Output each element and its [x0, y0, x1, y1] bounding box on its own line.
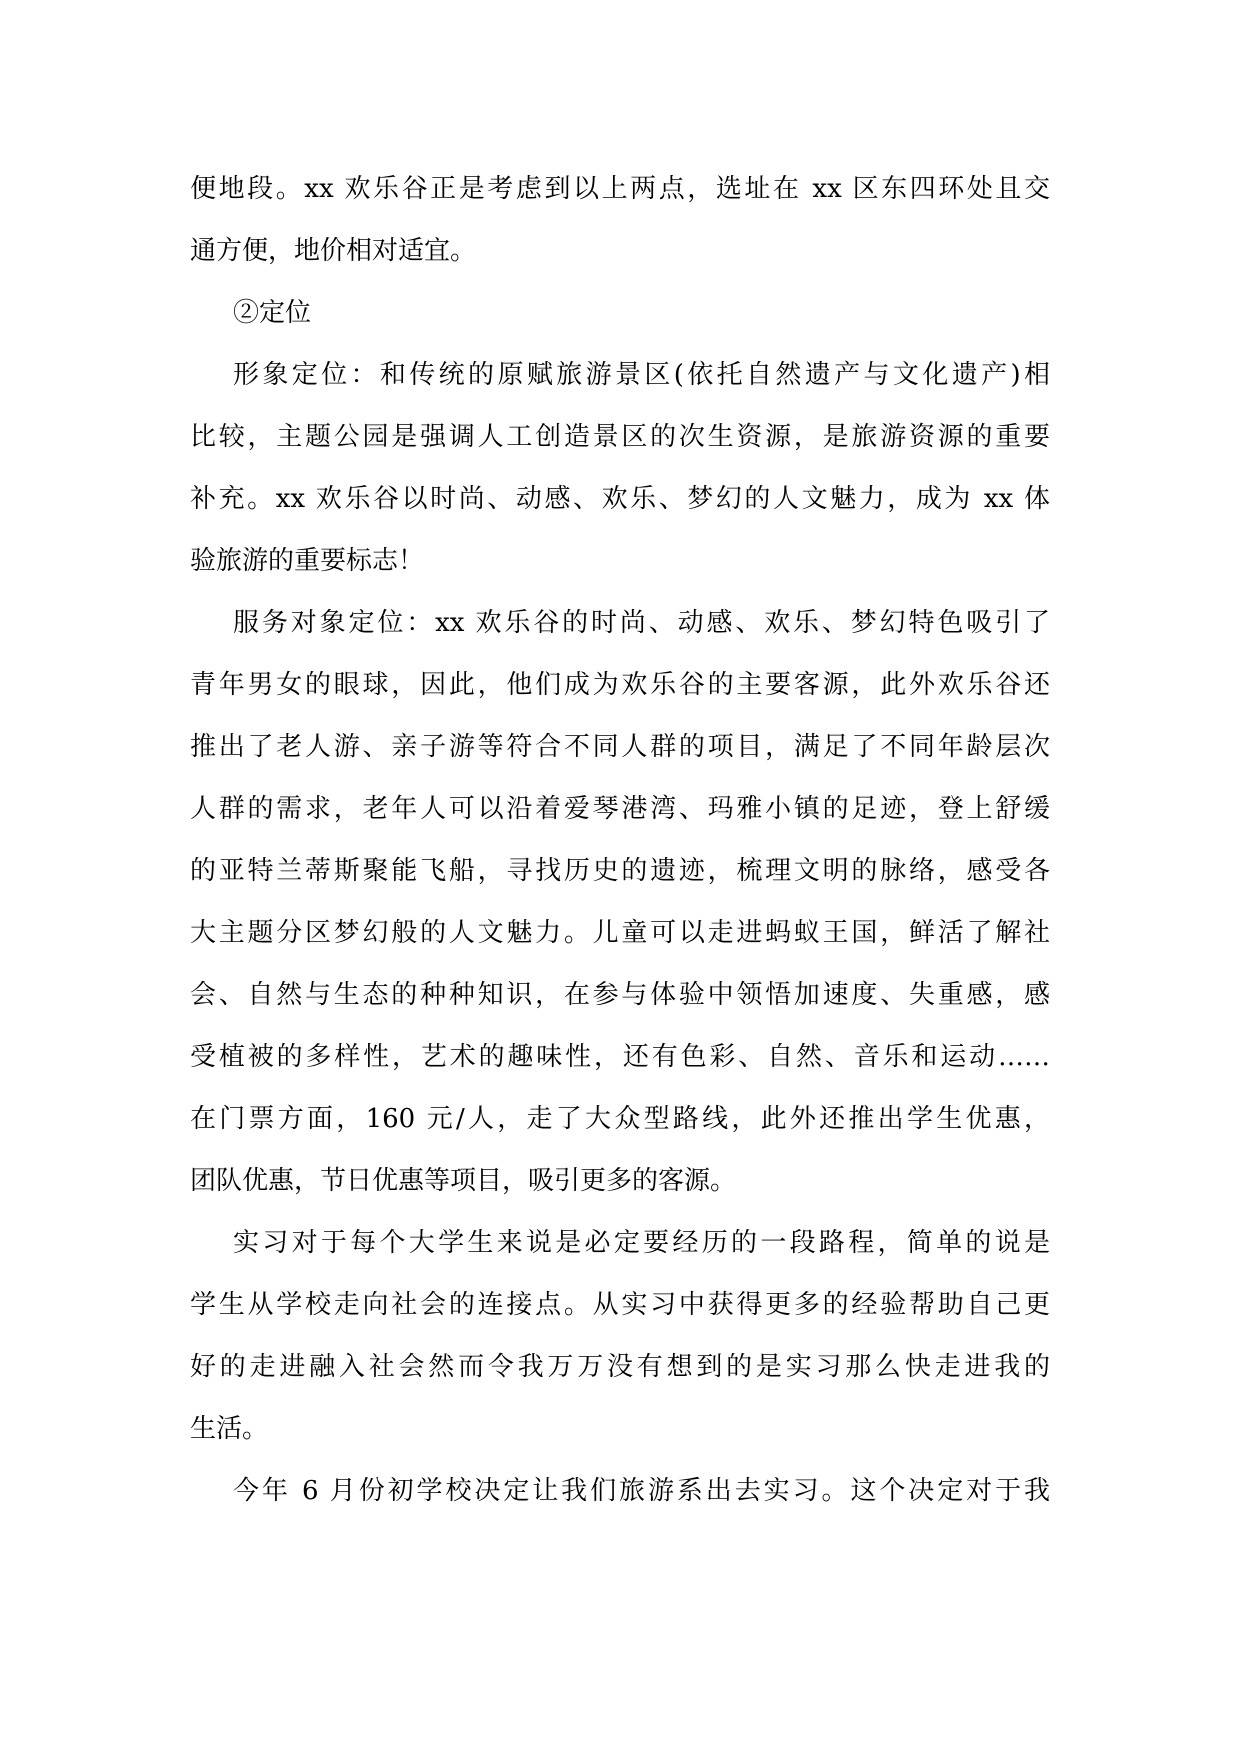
text-line: 团队优惠，节日优惠等项目，吸引更多的客源。	[190, 1166, 737, 1196]
text-line: 推出了老人游、亲子游等符合不同人群的项目，满足了不同年龄层次	[190, 732, 1050, 762]
text-line: 会、自然与生态的种种知识，在参与体验中领悟加速度、失重感，感	[190, 980, 1050, 1010]
text-line: 受植被的多样性，艺术的趣味性，还有色彩、自然、音乐和运动……	[190, 1042, 1050, 1072]
text-line: 的亚特兰蒂斯聚能飞船，寻找历史的遗迹，梳理文明的脉络，感受各	[190, 856, 1050, 886]
text-line: 验旅游的重要标志！	[190, 546, 425, 576]
text-line: 实习对于每个大学生来说是必定要经历的一段路程，简单的说是	[233, 1228, 1050, 1258]
text-line: 通方便，地价相对适宜。	[190, 236, 477, 266]
text-line: 服务对象定位：xx 欢乐谷的时尚、动感、欢乐、梦幻特色吸引了	[233, 608, 1050, 638]
text-line: 今年 6 月份初学校决定让我们旅游系出去实习。这个决定对于我	[233, 1476, 1050, 1506]
text-line: 形象定位：和传统的原赋旅游景区(依托自然遗产与文化遗产)相	[233, 360, 1050, 390]
document-body	[190, 158, 1050, 1522]
text-line: 便地段。xx 欢乐谷正是考虑到以上两点，选址在 xx 区东四环处且交	[190, 174, 1050, 204]
text-line: 比较，主题公园是强调人工创造景区的次生资源，是旅游资源的重要	[190, 422, 1050, 452]
text-line: 学生从学校走向社会的连接点。从实习中获得更多的经验帮助自己更	[190, 1290, 1050, 1320]
text-line: 好的走进融入社会然而令我万万没有想到的是实习那么快走进我的	[190, 1352, 1050, 1382]
text-line: 青年男女的眼球，因此，他们成为欢乐谷的主要客源，此外欢乐谷还	[190, 670, 1050, 700]
text-line: 生活。	[190, 1414, 269, 1444]
text-line: ②定位	[233, 298, 312, 328]
text-line: 人群的需求，老年人可以沿着爱琴港湾、玛雅小镇的足迹，登上舒缓	[190, 794, 1050, 824]
text-line: 在门票方面，160 元/人，走了大众型路线，此外还推出学生优惠，	[190, 1104, 1050, 1134]
text-line: 大主题分区梦幻般的人文魅力。儿童可以走进蚂蚁王国，鲜活了解社	[190, 918, 1050, 948]
text-line: 补充。xx 欢乐谷以时尚、动感、欢乐、梦幻的人文魅力，成为 xx 体	[190, 484, 1050, 514]
